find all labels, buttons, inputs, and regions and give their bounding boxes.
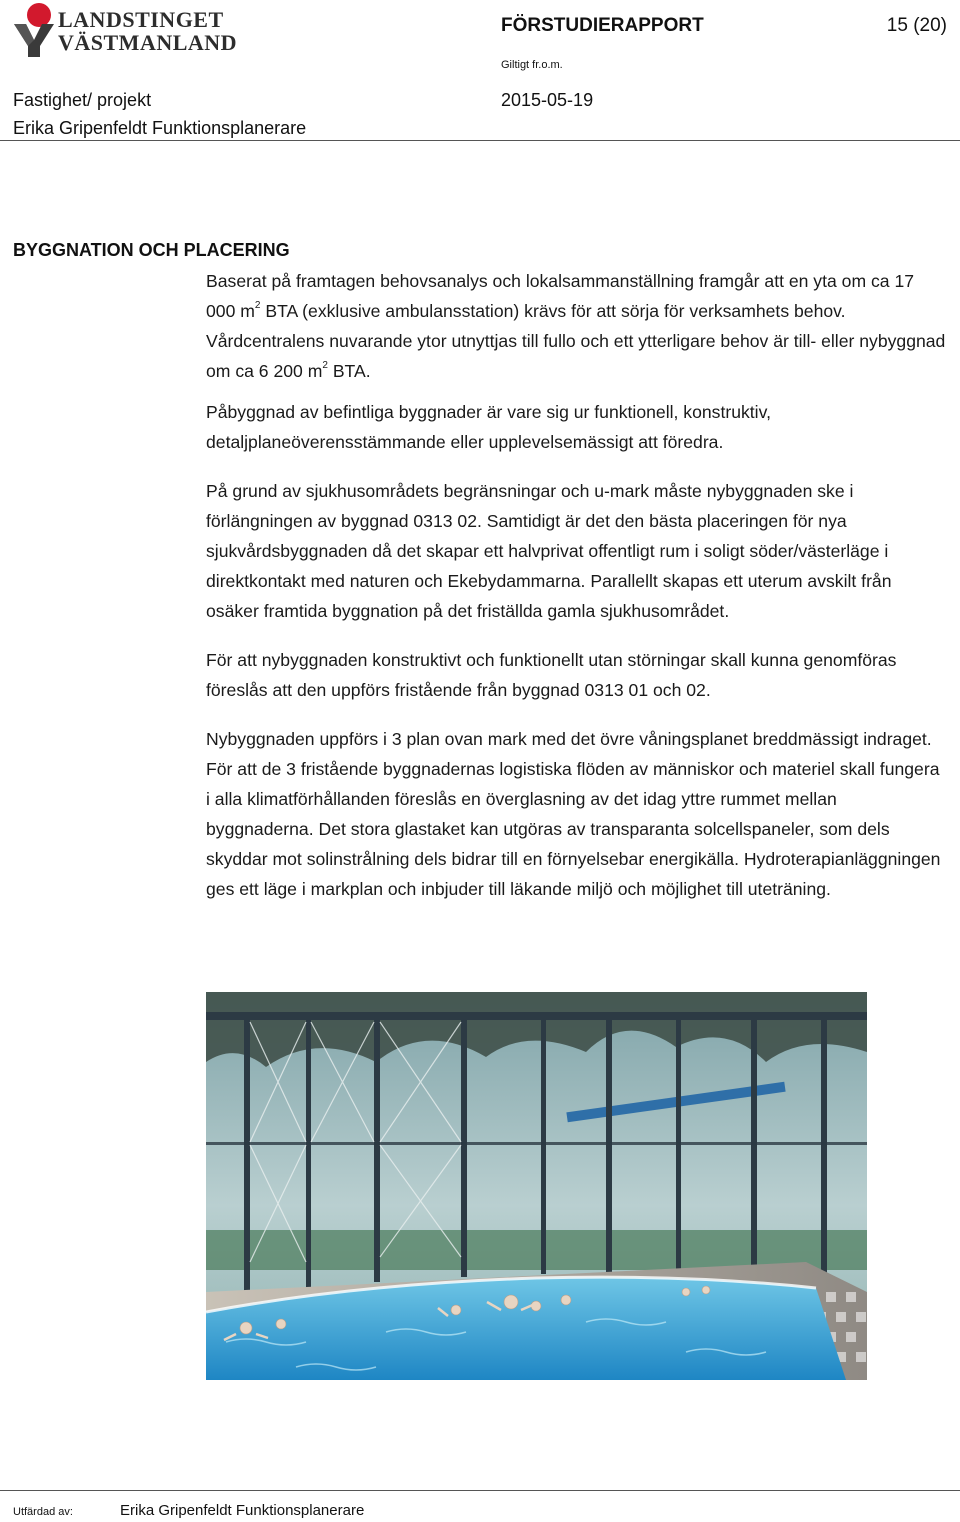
body-text	[206, 266, 948, 923]
p1-superscript-2: 2	[322, 360, 328, 371]
document-date: 2015-05-19	[501, 90, 594, 110]
page-number: 15 (20)	[886, 15, 947, 36]
author-name: Erika Gripenfeldt Funktionsplanerare	[13, 118, 307, 138]
issued-by-label: Utfärdad av:	[13, 1506, 73, 1518]
issued-by-name: Erika Gripenfeldt Funktionsplanerare	[120, 1502, 365, 1519]
footer-divider	[0, 1490, 960, 1491]
p1-superscript-1: 2	[254, 300, 261, 311]
header-divider	[0, 140, 960, 141]
paragraph-1	[206, 266, 948, 386]
paragraph-4: För att nybyggnaden konstruktivt och funktionellt utan störningar skall kunna genomföras föreslås att den uppförs fristående från byggnad 0313 01 och 02.	[206, 650, 897, 700]
logo-emblem-icon	[12, 2, 58, 58]
p1-text-b: BTA (exklusive ambulansstation) krävs för att sörja för verksamhets behov. Vårdcentralens nuvarande ytor utnyttjas till fullo och ett ytterligare behov är till- eller nybyggnad om ca 6 200 m	[206, 301, 946, 381]
document-title: FÖRSTUDIERAPPORT	[501, 15, 704, 36]
pool-photo-illustration	[206, 992, 867, 1380]
pool-photo	[206, 992, 867, 1380]
logo-line-2: VÄSTMANLAND	[58, 30, 238, 55]
paragraph-5: Nybyggnaden uppförs i 3 plan ovan mark med det övre våningsplanet breddmässigt indraget. För att de 3 fristående byggnadernas logistiska flöden av människor och materiel skall fungera i alla klimatförhållanden föreslås en överglasning av det idag yttre rummet mellan byggnaderna. Det stora glastaket kan utgöras av transparanta solcellspaneler, som dels skyddar mot solinstrålning dels bidrar till en förnyelsebar energikälla. Hydroterapianläggningen ges ett läge i markplan och inbjuder till läkande miljö och möjlighet till uteträning.	[206, 729, 941, 899]
logo-line-1: LANDSTINGET	[58, 7, 224, 32]
section-heading: BYGGNATION OCH PLACERING	[13, 240, 290, 260]
p1-text-c: BTA.	[327, 361, 371, 381]
validity-label: Giltigt fr.o.m.	[501, 59, 563, 71]
paragraph-2: Påbyggnad av befintliga byggnader är vare sig ur funktionell, konstruktiv, detaljplaneöverensstämmande eller upplevelsemässigt att föredra.	[206, 402, 771, 452]
landstinget-logo	[12, 2, 238, 58]
paragraph-3: På grund av sjukhusområdets begränsningar och u-mark måste nybyggnaden ske i förlängningen av byggnad 0313 02. Samtidigt är det den bästa placeringen för nya sjukvårdsbyggnaden då det skapar ett halvprivat offentligt rum i soligt söder/västerläge i direktkontakt med naturen och Ekebydammarna. Parallellt skapas ett uterum avskilt från osäker framtida byggnation på det friställda gamla sjukhusområdet.	[206, 481, 892, 621]
p1-text-a: Baserat på framtagen behovsanalys och lokalsammanställning framgår att en yta om ca 17 000 m	[206, 271, 915, 321]
project-label: Fastighet/ projekt	[13, 90, 152, 110]
